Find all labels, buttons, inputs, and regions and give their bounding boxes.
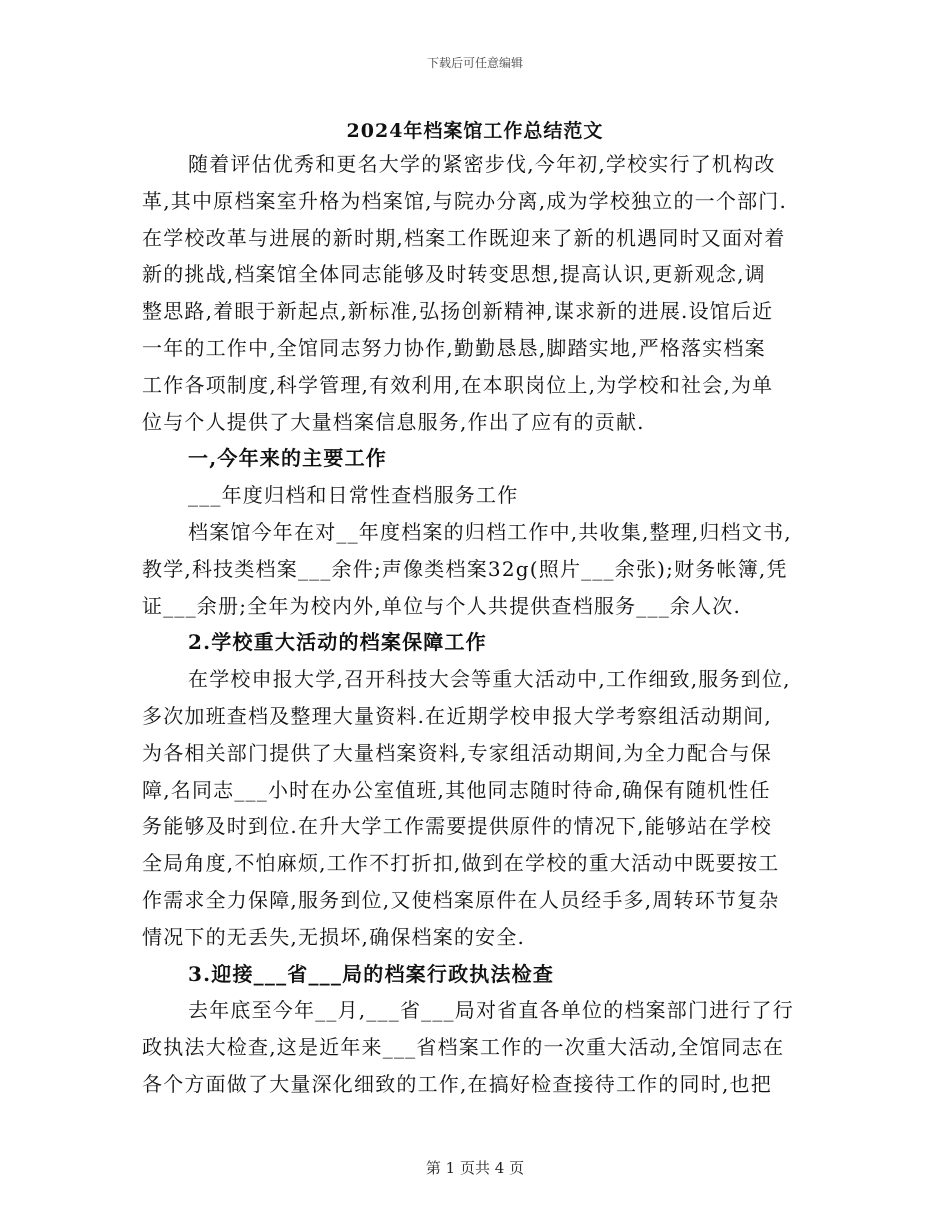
document-title: 2024年档案馆工作总结范文 <box>346 120 604 142</box>
paragraph-line: 在学校改革与进展的新时期,档案工作既迎来了新的机遇同时又面对着 <box>142 225 786 250</box>
paragraph-line: 新的挑战,档案馆全体同志能够及时转变思想,提高认识,更新观念,调 <box>142 262 766 287</box>
paragraph-line: 在学校申报大学,召开科技大会等重大活动中,工作细致,服务到位, <box>188 667 791 692</box>
paragraph-line: 位与个人提供了大量档案信息服务,作出了应有的贡献. <box>142 409 645 434</box>
paragraph-line: 革,其中原档案室升格为档案馆,与院办分离,成为学校独立的一个部门. <box>142 188 788 213</box>
paragraph-line: 政执法大检查,这是近年来___省档案工作的一次重大活动,全馆同志在 <box>142 1035 785 1060</box>
section-heading: 一,今年来的主要工作 <box>188 446 387 471</box>
document-body <box>142 146 818 1103</box>
paragraph-line: 障,名同志___小时在办公室值班,其他同志随时待命,确保有随机性任 <box>142 777 771 802</box>
paragraph-line: 作需求全力保障,服务到位,又使档案原件在人员经手多,周转环节复杂 <box>142 887 780 912</box>
page-footer: 第 1 页共 4 页 <box>425 1159 525 1177</box>
paragraph-line: 去年底至今年__月,___省___局对省直各单位的档案部门进行了行 <box>188 998 794 1023</box>
paragraph-line: 情况下的无丢失,无损坏,确保档案的安全. <box>142 924 526 949</box>
paragraph-line: 一年的工作中,全馆同志努力协作,勤勤恳恳,脚踏实地,严格落实档案 <box>142 335 766 360</box>
paragraph-line: 整思路,着眼于新起点,新标准,弘扬创新精神,谋求新的进展.设馆后近 <box>142 299 774 324</box>
paragraph-line: 务能够及时到位.在升大学工作需要提供原件的情况下,能够站在学校 <box>142 814 772 839</box>
section-heading: 3.迎接___省___局的档案行政执法检查 <box>188 961 555 986</box>
paragraph-line: 各个方面做了大量深化细致的工作,在搞好检查接待工作的同时,也把 <box>142 1071 772 1096</box>
paragraph-line: 档案馆今年在对__年度档案的归档工作中,共收集,整理,归档文书, <box>188 519 792 544</box>
page-header: 下载后可任意编辑 <box>426 56 523 70</box>
section-heading: 2.学校重大活动的档案保障工作 <box>188 630 487 655</box>
paragraph-line: 工作各项制度,科学管理,有效利用,在本职岗位上,为学校和社会,为单 <box>142 372 774 397</box>
paragraph-line: 为各相关部门提供了大量档案资料,专家组活动期间,为全力配合与保 <box>142 740 772 765</box>
paragraph-line: 教学,科技类档案___余件;声像类档案32g(照片___余张);财务帐簿,凭 <box>142 556 788 581</box>
paragraph-line: 随着评估优秀和更名大学的紧密步伐,今年初,学校实行了机构改 <box>188 152 776 176</box>
paragraph-line: ___年度归档和日常性查档服务工作 <box>188 483 519 508</box>
paragraph-line: 全局角度,不怕麻烦,工作不打折扣,做到在学校的重大活动中既要按工 <box>142 851 780 876</box>
paragraph-line: 证___余册;全年为校内外,单位与个人共提供查档服务___余人次. <box>142 593 742 618</box>
paragraph-line: 多次加班查档及整理大量资料.在近期学校申报大学考察组活动期间, <box>142 703 772 728</box>
